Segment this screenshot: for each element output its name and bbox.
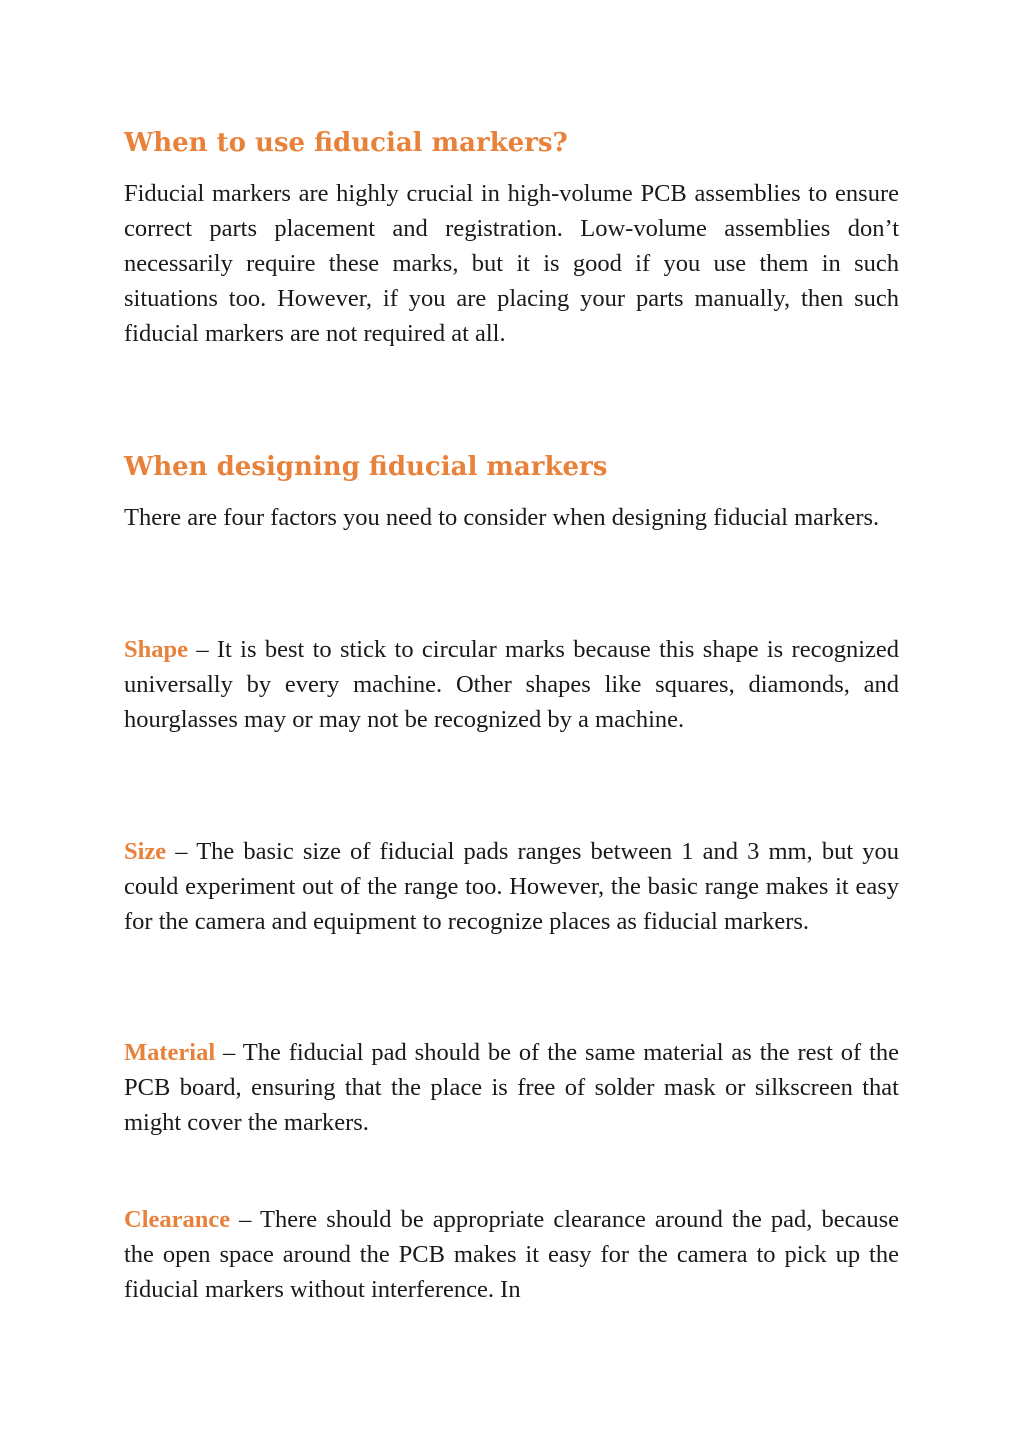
factor-term-material: Material (124, 1039, 216, 1066)
section-heading-when-to-use: When to use fiducial markers? (124, 128, 568, 158)
factor-material (124, 1035, 899, 1140)
factor-text-material: – The fiducial pad should be of the same material as the rest of the PCB board, ensuring that the place is free of solder mask or silkscreen that might cover the markers. (124, 1039, 899, 1136)
factor-text-clearance: – There should be appropriate clearance around the pad, because the open space around the PCB makes it easy for the camera to pick up the fiducial markers without interference. In (124, 1206, 899, 1303)
factor-term-clearance: Clearance (124, 1206, 231, 1233)
paragraph-when-to-use: Fiducial markers are highly crucial in high-volume PCB assemblies to ensure correct parts placement and registration. Low-volume assemblies don’t necessarily require these marks, but it is good if you use them in such situations too. However, if you are placing your parts manually, then such fiducial markers are not required at all. (124, 180, 899, 347)
paragraph-designing-intro: There are four factors you need to consider when designing fiducial markers. (124, 504, 880, 531)
factor-clearance (124, 1202, 899, 1307)
section-heading-designing: When designing fiducial markers (124, 452, 608, 482)
factor-size (124, 834, 899, 939)
factor-term-shape: Shape (124, 636, 189, 663)
factor-shape (124, 632, 899, 737)
factor-text-shape: – It is best to stick to circular marks because this shape is recognized universally by every machine. Other shapes like squares, diamonds, and hourglasses may or may not be recognized by a machine. (124, 636, 899, 733)
factor-text-size: – The basic size of fiducial pads ranges between 1 and 3 mm, but you could experiment out of the range too. However, the basic range makes it easy for the camera and equipment to recognize places as fiducial markers. (124, 838, 899, 935)
factor-term-size: Size (124, 838, 167, 865)
